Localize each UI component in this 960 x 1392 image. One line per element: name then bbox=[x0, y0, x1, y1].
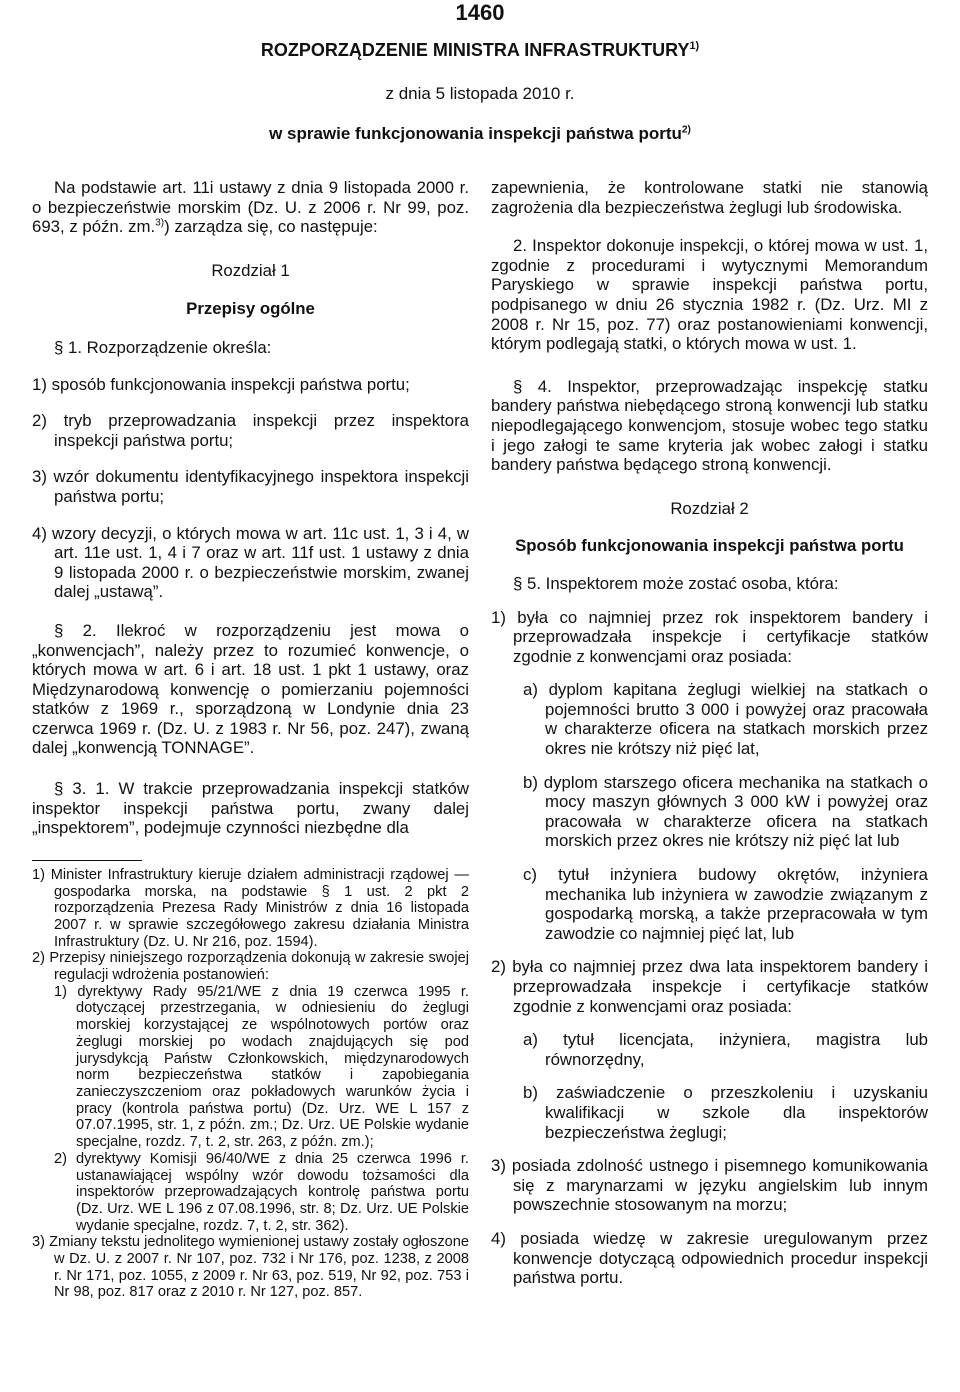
paragraph-5-item-1-c: c) tytuł inżyniera budowy okrętów, inżyniera mechanika lub inżyniera w zawodzie związanym z gospodarką morską, a także przepracowała w tym zawodzie co najmniej pięć lat, lub bbox=[523, 865, 928, 943]
act-subject-text: w sprawie funkcjonowania inspekcji państwa portu bbox=[269, 124, 682, 143]
footnote-3-text: Zmiany tekstu jednolitego wymienionej ustawy zostały ogłoszone w Dz. U. z 2007 r. Nr 107, poz. 732 i Nr 176, poz. 1238, z 2008 r. Nr 171, poz. 1055, z 2009 r. Nr 63, poz. 519, Nr 92, poz. 753 i Nr 98, poz. 817 oraz z 2010 r. Nr 127, poz. 857. bbox=[49, 1234, 469, 1301]
paragraph-5-item-3: 3) posiada zdolność ustnego i pisemnego komunikowania się z marynarzami w języku angielskim lub innym powszechnie stosowanym na morzu; bbox=[491, 1156, 928, 1215]
preamble bbox=[32, 178, 469, 237]
paragraph-4: § 4. Inspektor, przeprowadzając inspekcję statku bandery państwa niebędącego stroną konwencji lub statku niepodlegającego konwencjom, stosuje wobec tego statku i jego załogi te same kryteria jak wobec załogi i statku bandery państwa będącego stroną konwencji. bbox=[491, 376, 928, 475]
act-subject bbox=[0, 124, 960, 144]
paragraph-1-item-4: 4) wzory decyzji, o których mowa w art. 11c ust. 1, 3 i 4, w art. 11e ust. 1, 4 i 7 oraz w art. 11f ust. 1 ustawy z dnia 9 listopada 2000 r. o bezpieczeństwie morskim, zwanej dalej „ustawą”. bbox=[32, 523, 469, 602]
chapter-1-heading: Rozdział 1 bbox=[211, 260, 290, 280]
paragraph-1-item-2: 2) tryb przeprowadzania inspekcji przez inspektora inspekcji państwa portu; bbox=[32, 411, 469, 450]
footnote-1 bbox=[32, 867, 469, 951]
right-column bbox=[491, 178, 928, 1288]
footnote-ref-2: 2) bbox=[681, 124, 691, 136]
act-title-text: ROZPORZĄDZENIE MINISTRA INFRASTRUKTURY bbox=[260, 40, 690, 60]
chapter-1-title: Przepisy ogólne bbox=[186, 299, 315, 319]
footnote-divider bbox=[32, 860, 142, 861]
footnote-3 bbox=[32, 1234, 469, 1301]
footnote-2-item-2: 2) dyrektywy Komisji 96/40/WE z dnia 25 czerwca 1996 r. ustanawiającej wspólny wzór dowodu tożsamości dla inspektorów przeprowadzających kontrolę państwa portu (Dz. Urz. WE L 196 z 07.08.1996, str. 8; Dz. Urz. UE Polskie wydanie specjalne, rozdz. 7, t. 2, str. 362). bbox=[54, 1150, 469, 1234]
footnote-1-number: 1) bbox=[32, 866, 45, 883]
left-column bbox=[32, 178, 469, 1301]
chapter-2-heading: Rozdział 2 bbox=[670, 498, 749, 518]
paragraph-1-item-3: 3) wzór dokumentu identyfikacyjnego inspektora inspekcji państwa portu; bbox=[32, 467, 469, 506]
footnote-3-number: 3) bbox=[32, 1234, 45, 1251]
footnote-2-item-1: 1) dyrektywy Rady 95/21/WE z dnia 19 czerwca 1995 r. dotyczącej przestrzegania, w odniesieniu do żeglugi morskiej korzystającej ze wspólnotowych portów oraz żeglugi morskiej po wodach znajdujących się pod jurysdykcją Państw Członkowskich, międzynarodowych norm bezpieczeństwa statków i zapobiegania zanieczyszczeniom oraz pokładowych warunków życia i pracy (kontrola państwa portu) (Dz. Urz. WE L 157 z 07.07.1995, str. 1, z późn. zm.; Dz. Urz. UE Polskie wydanie specjalne, rozdz. 7, t. 2, str. 263, z późn. zm.); bbox=[54, 983, 469, 1151]
paragraph-1: § 1. Rozporządzenie określa: bbox=[54, 337, 272, 357]
chapter-2-title: Sposób funkcjonowania inspekcji państwa portu bbox=[515, 536, 904, 556]
act-date: z dnia 5 listopada 2010 r. bbox=[385, 84, 575, 103]
paragraph-2: § 2. Ilekroć w rozporządzeniu jest mowa o „konwencjach”, należy przez to rozumieć konwencje, o których mowa w art. 6 i art. 18 ust. 1 pkt 1 ustawy, oraz Międzynarodową konwencję o pomierzaniu pojemności statków z 1969 r., sporządzoną w Londynie dnia 23 czerwca 1969 r. (Dz. U. z 1983 r. Nr 56, poz. 247), zwaną dalej „konwencją TONNAGE”. bbox=[32, 620, 469, 758]
footnote-ref-1: 1) bbox=[689, 40, 700, 52]
paragraph-3: § 3. 1. W trakcie przeprowadzania inspekcji statków inspektor inspekcji państwa portu, zwany dalej „inspektorem”, podejmuje czynności niezbędne dla bbox=[32, 779, 469, 838]
paragraph-5-item-2-b: b) zaświadczenie o przeszkoleniu i uzyskaniu kwalifikacji w szkole dla inspektorów bezpieczeństwa żeglugi; bbox=[523, 1083, 928, 1142]
paragraph-3-continued: zapewnienia, że kontrolowane statki nie stanowią zagrożenia dla bezpieczeństwa żeglugi lub środowiska. bbox=[491, 178, 928, 217]
paragraph-3-section-2: 2. Inspektor dokonuje inspekcji, o której mowa w ust. 1, zgodnie z procedurami i wytycznymi Memorandum Paryskiego w sprawie inspekcji państwa portu, podpisanego w dniu 26 stycznia 1982 r. (Dz. Urz. MI z 2008 r. Nr 15, poz. 77) oraz postanowieniami konwencji, którym podlegają statki, o których mowa w ust. 1. bbox=[491, 236, 928, 354]
paragraph-5-item-2-a: a) tytuł licencjata, inżyniera, magistra lub równorzędny, bbox=[523, 1030, 928, 1069]
act-title bbox=[0, 40, 960, 61]
preamble-text-end: ) zarządza się, co następuje: bbox=[164, 217, 378, 237]
footnote-2 bbox=[32, 950, 469, 983]
paragraph-5: § 5. Inspektorem może zostać osoba, która: bbox=[513, 573, 839, 593]
footnote-1-text: Minister Infrastruktury kieruje działem administracji rządowej — gospodarka morska, na podstawie § 1 ust. 2 pkt 2 rozporządzenia Prezesa Rady Ministrów z dnia 16 listopada 2007 r. w sprawie szczegółowego zakresu działania Ministra Infrastruktury (Dz. U. Nr 216, poz. 1594). bbox=[50, 866, 469, 950]
footnote-2-number: 2) bbox=[32, 950, 45, 967]
footnote-2-text: Przepisy niniejszego rozporządzenia dokonują w zakresie swojej regulacji wdrożenia postanowień: bbox=[49, 950, 469, 984]
preamble-text: Na podstawie art. 11i ustawy z dnia 9 listopada 2000 r. o bezpieczeństwie morskim (Dz. U. z 2006 r. Nr 99, poz. 693, z późn. zm. bbox=[32, 178, 469, 237]
paragraph-5-item-1: 1) była co najmniej przez rok inspektorem bandery i przeprowadzała inspekcje i certyfikacje statków zgodnie z konwencjami oraz posiada: bbox=[491, 607, 928, 666]
paragraph-5-item-1-a: a) dyplom kapitana żeglugi wielkiej na statkach o pojemności brutto 3 000 i powyżej oraz pracowała w charakterze oficera na statkach morskich przez okres nie krótszy niż pięć lat, bbox=[523, 680, 928, 759]
footnote-ref-3: 3) bbox=[155, 217, 165, 229]
act-number: 1460 bbox=[455, 0, 505, 25]
footnotes bbox=[32, 867, 469, 1301]
paragraph-5-item-4: 4) posiada wiedzę w zakresie uregulowanym przez konwencje dotyczącą odpowiednich procedur inspekcji państwa portu. bbox=[491, 1228, 928, 1288]
paragraph-5-item-2: 2) była co najmniej przez dwa lata inspektorem bandery i przeprowadzała inspekcje i certyfikacje statków zgodnie z konwencjami oraz posiada: bbox=[491, 957, 928, 1016]
paragraph-5-item-1-b: b) dyplom starszego oficera mechanika na statkach o mocy maszyn głównych 3 000 kW i powyżej oraz pracowała w charakterze oficera na statkach morskich przez okres nie krótszy niż pięć lat lub bbox=[523, 772, 928, 851]
paragraph-1-item-1: 1) sposób funkcjonowania inspekcji państwa portu; bbox=[32, 374, 410, 394]
